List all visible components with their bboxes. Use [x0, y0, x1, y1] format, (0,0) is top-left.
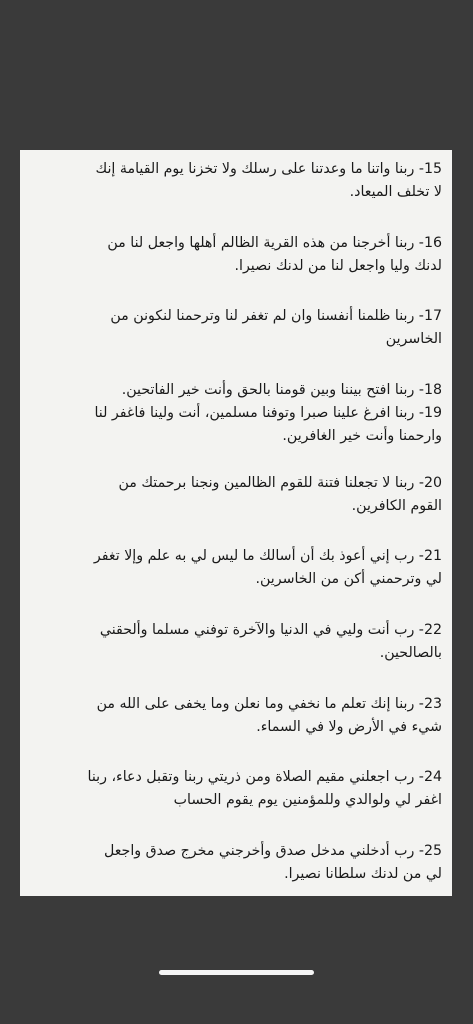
dua-line: لدنك وليا واجعل لنا من لدنك نصيرا.	[234, 257, 442, 274]
dua-line: 23- ربنا إنك تعلم ما نخفي وما نعلن وما يخفى على الله من	[96, 695, 442, 712]
dua-line: 25- رب أدخلني مدخل صدق وأخرجني مخرج صدق واجعل	[103, 842, 442, 859]
dua-line: 15- ربنا واتنا ما وعدتنا على رسلك ولا تخزنا يوم القيامة إنك	[95, 161, 442, 177]
dua-18-19	[30, 379, 442, 448]
dua-15	[30, 158, 442, 204]
dua-line: 22- رب أنت وليي في الدنيا والآخرة توفني مسلما وألحقني	[99, 621, 442, 638]
dua-20	[30, 472, 442, 518]
dua-16	[30, 232, 442, 278]
dua-line: وارحمنا وأنت خير الغافرين.	[282, 427, 442, 444]
dua-line: 18- ربنا افتح بيننا وبين قومنا بالحق وأنت خير الفاتحين.	[121, 381, 442, 398]
dua-24	[30, 766, 442, 812]
dua-line: الخاسرين	[385, 331, 442, 348]
document-page	[20, 150, 452, 896]
dua-17	[30, 305, 442, 351]
dua-line: القوم الكافرين.	[351, 497, 442, 514]
dua-line: 19- ربنا افرغ علينا صبرا وتوفنا مسلمين، أنت ولينا فاغفر لنا	[94, 404, 442, 421]
dua-21	[30, 545, 442, 591]
dua-line: بالصالحين.	[379, 644, 442, 661]
dua-line: لي من لدنك سلطانا نصيرا.	[284, 865, 442, 882]
dua-line: 20- ربنا لا تجعلنا فتنة للقوم الظالمين ونجنا برحمتك من	[118, 474, 442, 491]
dua-line: لي وترحمني أكن من الخاسرين.	[255, 571, 442, 588]
dua-23	[30, 693, 442, 739]
dua-line: 24- رب اجعلني مقيم الصلاة ومن ذريتي ربنا وتقبل دعاء، ربنا	[87, 769, 442, 786]
dua-line: اغفر لي ولوالدي وللمؤمنين يوم يقوم الحساب	[173, 792, 442, 809]
dua-25	[30, 840, 442, 886]
dua-line: لا تخلف الميعاد.	[349, 184, 442, 200]
dua-line: شيء في الأرض ولا في السماء.	[256, 718, 442, 735]
home-indicator[interactable]	[159, 970, 314, 975]
dua-line: 21- رب إني أعوذ بك أن أسالك ما ليس لي به علم وإلا تغفر	[93, 548, 442, 565]
dua-line: 16- ربنا أخرجنا من هذه القرية الظالم أهلها واجعل لنا من	[107, 234, 442, 251]
dua-line: 17- ربنا ظلمنا أنفسنا وان لم تغفر لنا وترحمنا لنكونن من	[110, 308, 442, 325]
dua-22	[30, 619, 442, 665]
